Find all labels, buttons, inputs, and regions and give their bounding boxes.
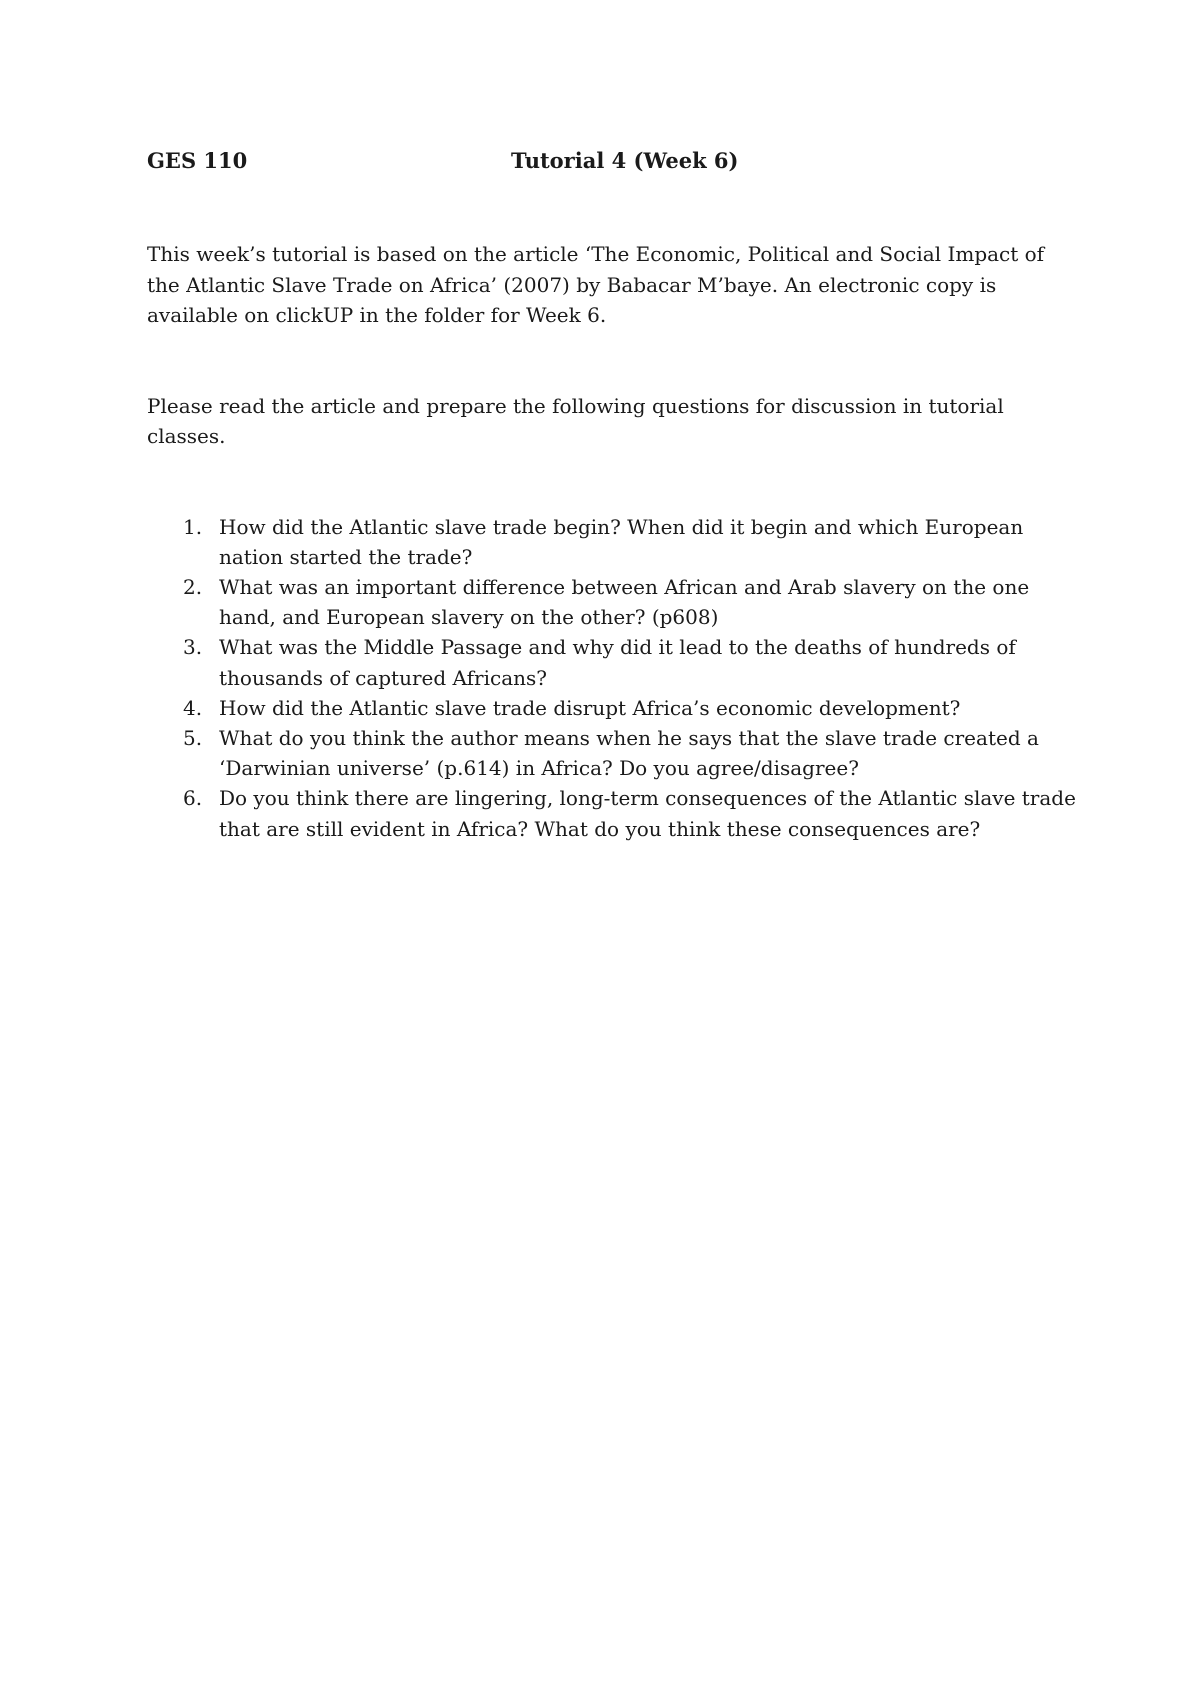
tutorial-title: Tutorial 4 (Week 6): [511, 148, 739, 173]
question-text: What was the Middle Passage and why did it lead to the deaths of hundreds of thousands of captured Africans?: [219, 635, 1016, 690]
question-number: 5.: [183, 725, 203, 750]
question-number: 3.: [183, 635, 203, 660]
question-number: 4.: [183, 695, 203, 720]
question-number: 6.: [183, 786, 203, 811]
question-text: What was an important difference between African and Arab slavery on the one hand, and European slavery on the other? (p608): [219, 574, 1030, 630]
question-item: [147, 512, 1077, 572]
question-item: [147, 572, 1077, 632]
question-item: [147, 632, 1077, 692]
document-content: [147, 146, 1077, 844]
intro-paragraph: This week’s tutorial is based on the article ‘The Economic, Political and Social Impact of the Atlantic Slave Trade on Africa’ (2007) by Babacar M’baye. An electronic copy is available on clickUP in the folder for Week 6.: [147, 242, 1045, 327]
instruction-paragraph: Please read the article and prepare the following questions for discussion in tutorial classes.: [147, 393, 1004, 448]
document-header: [147, 146, 1077, 176]
question-text: How did the Atlantic slave trade disrupt Africa’s economic development?: [219, 695, 961, 720]
question-number: 2.: [183, 574, 203, 599]
question-text: What do you think the author means when he says that the slave trade created a ‘Darwinian universe’ (p.614) in Africa? Do you agree/disagree?: [219, 725, 1039, 781]
question-text: How did the Atlantic slave trade begin? When did it begin and which European nation started the trade?: [219, 514, 1024, 569]
question-item: [147, 723, 1077, 783]
question-item: [147, 693, 1077, 723]
course-code: GES 110: [147, 148, 248, 173]
question-text: Do you think there are lingering, long-term consequences of the Atlantic slave trade that are still evident in Africa? What do you think these consequences are?: [219, 786, 1076, 841]
question-number: 1.: [183, 514, 203, 539]
question-item: [147, 783, 1077, 843]
question-list: [147, 512, 1077, 844]
